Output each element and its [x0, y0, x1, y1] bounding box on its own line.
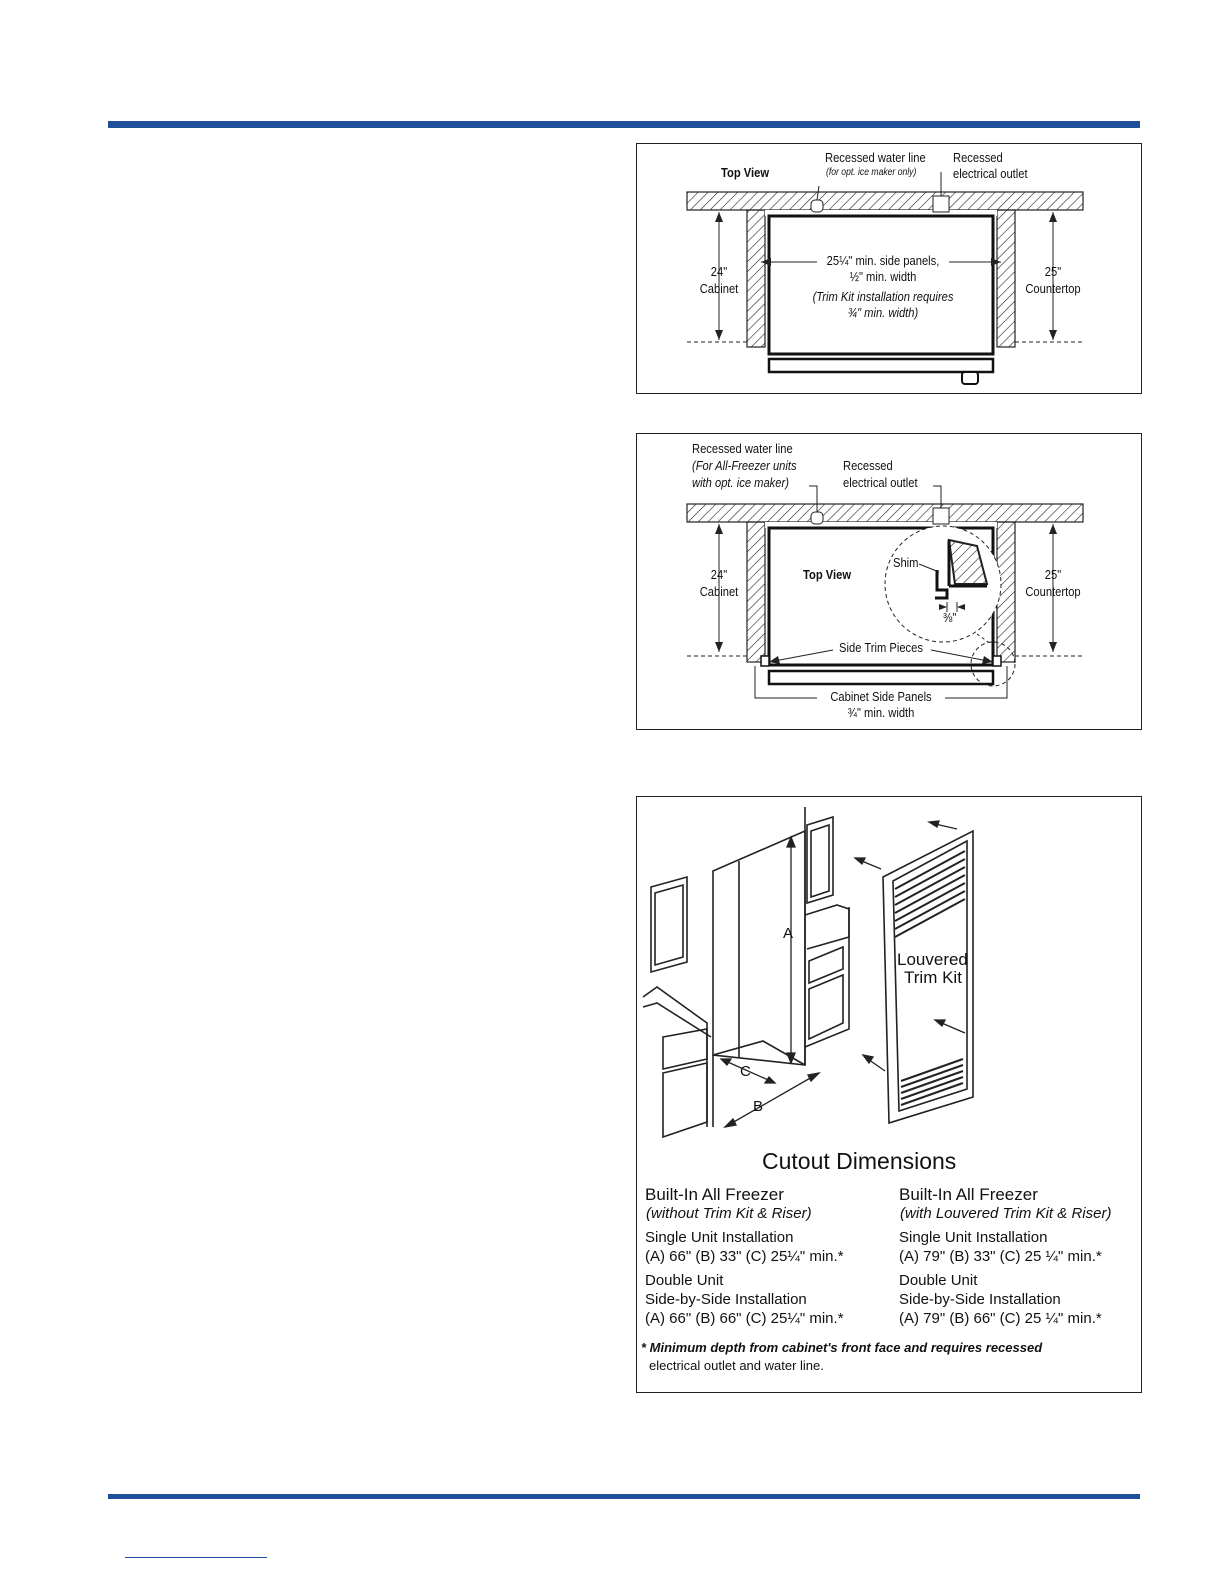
right-single-title: Single Unit Installation [899, 1229, 1048, 1246]
right-cabinet-panel [997, 210, 1015, 347]
water-line-label: Recessed water line [692, 441, 793, 456]
water-line-recess [811, 512, 823, 524]
right-double-subtitle: Side-by-Side Installation [899, 1291, 1061, 1308]
cabinet-depth: 24" [710, 264, 728, 279]
cabinet-depth: 24" [710, 567, 728, 582]
cabinet-label: Cabinet [699, 584, 739, 599]
trim-kit-label-line1: Louvered [897, 950, 968, 969]
trim-note-line2: ¾" min. width) [847, 305, 919, 320]
water-line-recess [811, 200, 823, 212]
left-double-subtitle: Side-by-Side Installation [645, 1291, 807, 1308]
side-panels-label: Cabinet Side Panels [830, 689, 932, 704]
footer-rule [108, 1494, 1140, 1499]
countertop-label: Countertop [1025, 281, 1081, 296]
countertop-label: Countertop [1025, 584, 1081, 599]
left-cabinet-panel [747, 210, 765, 347]
rear-wall [687, 504, 1083, 522]
outlet-label-line2: electrical outlet [953, 166, 1028, 181]
cutout-illustration [637, 797, 1141, 1157]
trim-note-line1: (Trim Kit installation requires [812, 289, 954, 304]
cutout-title: Cutout Dimensions [762, 1148, 957, 1174]
left-double-dims: (A) 66" (B) 66" (C) 25¼" min.* [645, 1310, 844, 1327]
right-double-title: Double Unit [899, 1272, 978, 1289]
water-line-note2: with opt. ice maker) [692, 475, 789, 490]
side-panels-width: ¾" min. width [847, 705, 915, 720]
right-subheading: (with Louvered Trim Kit & Riser) [900, 1205, 1112, 1222]
top-view-diagram-standard [636, 143, 1142, 394]
water-line-note1: (For All-Freezer units [692, 458, 797, 473]
outlet-recess [933, 196, 949, 212]
drawer [663, 1029, 707, 1069]
side-panels-label: 25¼" min. side panels, [826, 253, 940, 268]
left-double-title: Double Unit [645, 1272, 724, 1289]
view-label: Top View [721, 165, 770, 180]
door-handle [962, 372, 978, 384]
view-label: Top View [803, 567, 852, 582]
side-panels-width: ½" min. width [849, 269, 917, 284]
freezer-door [769, 671, 993, 684]
shim-label: Shim [893, 555, 919, 570]
header-rule [108, 121, 1140, 128]
left-single-dims: (A) 66" (B) 33" (C) 25¼" min.* [645, 1248, 844, 1265]
lower-left-door [663, 1063, 707, 1137]
freezer-door [769, 359, 993, 372]
trim-kit-label-line2: Trim Kit [904, 968, 962, 987]
left-cabinet-panel [747, 522, 765, 662]
footer-link-underline [125, 1557, 267, 1558]
left-heading: Built-In All Freezer [645, 1185, 784, 1204]
outlet-recess [933, 508, 949, 524]
water-line-note: (for opt. ice maker only) [826, 167, 917, 178]
dimension-c-label: C [740, 1063, 751, 1080]
countertop-depth: 25" [1044, 264, 1062, 279]
right-double-dims: (A) 79" (B) 66" (C) 25 ¼" min.* [899, 1310, 1102, 1327]
cutout-dimensions-diagram [636, 796, 1142, 1393]
dimension-a-label: A [783, 925, 794, 942]
freezer-body [769, 216, 993, 354]
water-line-label: Recessed water line [825, 150, 926, 165]
side-trim-label: Side Trim Pieces [839, 640, 923, 655]
outlet-label-line2: electrical outlet [843, 475, 918, 490]
right-trim-piece [993, 656, 1001, 666]
left-single-title: Single Unit Installation [645, 1229, 794, 1246]
right-heading: Built-In All Freezer [899, 1185, 1038, 1204]
outlet-label-line1: Recessed [843, 458, 893, 473]
right-single-dims: (A) 79" (B) 33" (C) 25 ¼" min.* [899, 1248, 1102, 1265]
countertop-depth: 25" [1044, 567, 1062, 582]
left-subheading: (without Trim Kit & Riser) [646, 1205, 812, 1222]
rear-wall [687, 192, 1083, 210]
footnote-continued: electrical outlet and water line. [649, 1358, 824, 1373]
left-trim-piece [761, 656, 769, 666]
footnote: * Minimum depth from cabinet's front face and requires recessed [641, 1340, 1043, 1355]
lower-right-door [809, 975, 843, 1039]
dimension-b-label: B [753, 1098, 764, 1115]
shim-gap: ⅜" [943, 610, 957, 625]
outlet-label-line1: Recessed [953, 150, 1003, 165]
top-view-diagram-trim [636, 433, 1142, 730]
cabinet-label: Cabinet [699, 281, 739, 296]
